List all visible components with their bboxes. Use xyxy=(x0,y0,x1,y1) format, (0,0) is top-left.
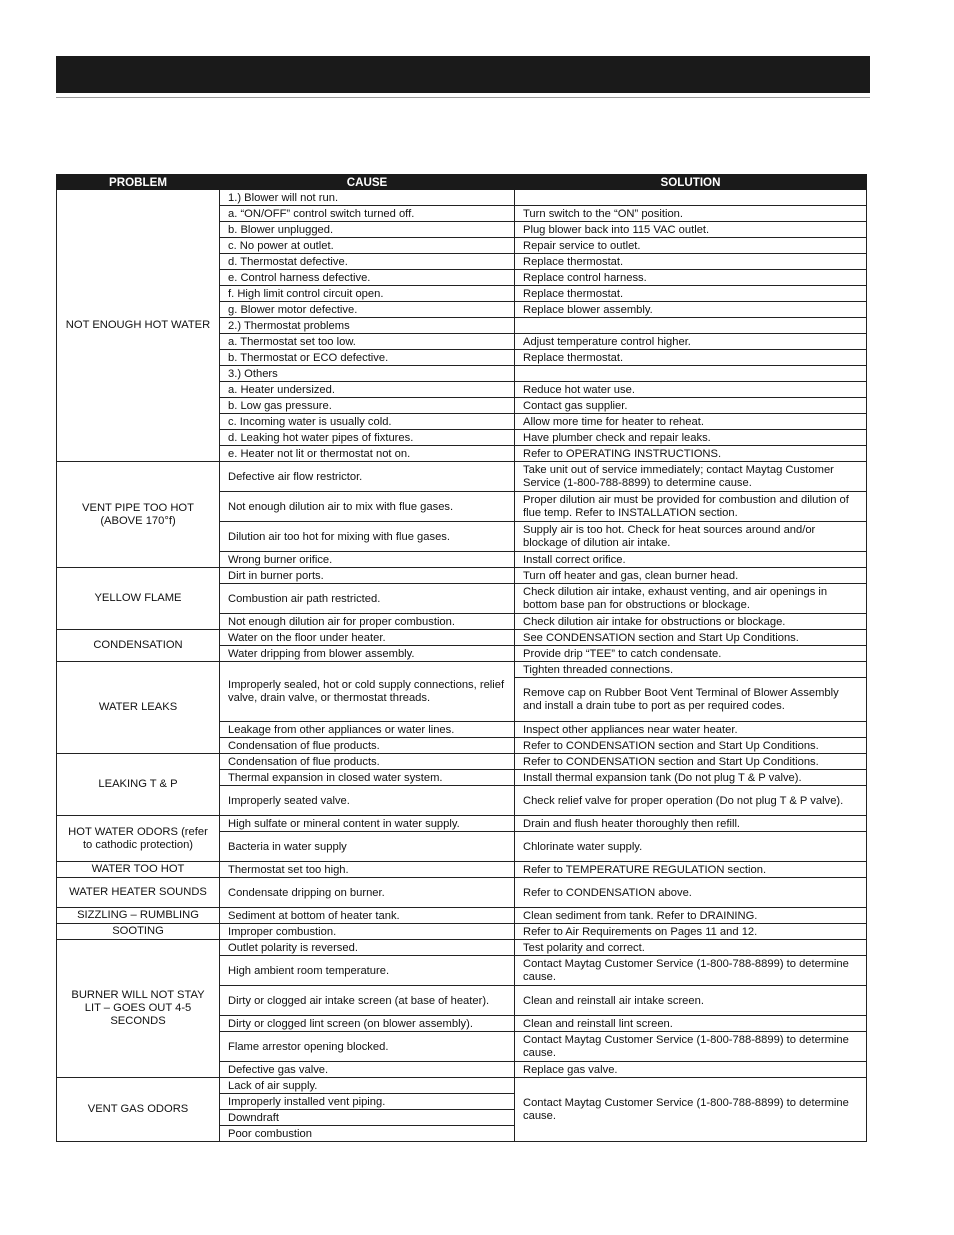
solution-cell: Allow more time for heater to reheat. xyxy=(515,414,867,430)
cause-cell: Improper combustion. xyxy=(220,924,515,940)
solution-cell: Supply air is too hot. Check for heat sources around and/or blockage of dilution air intake. xyxy=(515,522,867,552)
cause-cell: Condensation of flue products. xyxy=(220,738,515,754)
solution-cell: Provide drip “TEE” to catch condensate. xyxy=(515,646,867,662)
table-row xyxy=(57,662,867,678)
solution-cell: Refer to CONDENSATION above. xyxy=(515,878,867,908)
cause-cell: a. “ON/OFF” control switch turned off. xyxy=(220,206,515,222)
cause-cell: Leakage from other appliances or water lines. xyxy=(220,722,515,738)
problem-cell: WATER TOO HOT xyxy=(57,862,220,878)
problem-cell: BURNER WILL NOT STAY LIT – GOES OUT 4-5 SECONDS xyxy=(57,940,220,1078)
header-divider xyxy=(56,97,870,98)
problem-cell: LEAKING T & P xyxy=(57,754,220,816)
cause-cell: Defective gas valve. xyxy=(220,1062,515,1078)
solution-cell: Drain and flush heater thoroughly then refill. xyxy=(515,816,867,832)
cause-cell: Thermostat set too high. xyxy=(220,862,515,878)
problem-cell: VENT GAS ODORS xyxy=(57,1078,220,1142)
cause-cell: High ambient room temperature. xyxy=(220,956,515,986)
solution-cell xyxy=(515,318,867,334)
cause-cell: c. Incoming water is usually cold. xyxy=(220,414,515,430)
solution-cell: Check relief valve for proper operation (Do not plug T & P valve). xyxy=(515,786,867,816)
solution-cell: Contact Maytag Customer Service (1-800-788-8899) to determine cause. xyxy=(515,1078,867,1142)
solution-cell: Test polarity and correct. xyxy=(515,940,867,956)
problem-cell: WATER HEATER SOUNDS xyxy=(57,878,220,908)
solution-cell: Contact Maytag Customer Service (1-800-788-8899) to determine cause. xyxy=(515,956,867,986)
cause-cell: e. Control harness defective. xyxy=(220,270,515,286)
solution-cell: Replace control harness. xyxy=(515,270,867,286)
solution-cell: Install thermal expansion tank (Do not plug T & P valve). xyxy=(515,770,867,786)
problem-cell: SOOTING xyxy=(57,924,220,940)
cause-cell: g. Blower motor defective. xyxy=(220,302,515,318)
cause-cell: Outlet polarity is reversed. xyxy=(220,940,515,956)
solution-cell: Adjust temperature control higher. xyxy=(515,334,867,350)
cause-cell: Thermal expansion in closed water system. xyxy=(220,770,515,786)
table-row xyxy=(57,462,867,492)
table-row xyxy=(57,862,867,878)
table-row xyxy=(57,630,867,646)
table-row xyxy=(57,878,867,908)
solution-cell: Turn off heater and gas, clean burner head. xyxy=(515,568,867,584)
cause-cell: Defective air flow restrictor. xyxy=(220,462,515,492)
problem-cell: HOT WATER ODORS (refer to cathodic protection) xyxy=(57,816,220,862)
cause-cell: 1.) Blower will not run. xyxy=(220,190,515,206)
solution-cell: Replace thermostat. xyxy=(515,350,867,366)
solution-cell: Replace gas valve. xyxy=(515,1062,867,1078)
cause-cell: Dirty or clogged air intake screen (at base of heater). xyxy=(220,986,515,1016)
cause-cell: Poor combustion xyxy=(220,1126,515,1142)
solution-cell: Refer to CONDENSATION section and Start Up Conditions. xyxy=(515,754,867,770)
solution-cell: Clean and reinstall air intake screen. xyxy=(515,986,867,1016)
solution-cell xyxy=(515,190,867,206)
table-row xyxy=(57,190,867,206)
problem-cell: NOT ENOUGH HOT WATER xyxy=(57,190,220,462)
solution-cell: Repair service to outlet. xyxy=(515,238,867,254)
cause-cell: c. No power at outlet. xyxy=(220,238,515,254)
cause-cell: d. Thermostat defective. xyxy=(220,254,515,270)
problem-cell: SIZZLING – RUMBLING xyxy=(57,908,220,924)
cause-cell: 2.) Thermostat problems xyxy=(220,318,515,334)
cause-cell: Condensate dripping on burner. xyxy=(220,878,515,908)
cause-cell: Dilution air too hot for mixing with flue gases. xyxy=(220,522,515,552)
table-row xyxy=(57,908,867,924)
solution-cell: Contact Maytag Customer Service (1-800-788-8899) to determine cause. xyxy=(515,1032,867,1062)
cause-cell: Downdraft xyxy=(220,1110,515,1126)
solution-cell: Replace blower assembly. xyxy=(515,302,867,318)
solution-cell: Replace thermostat. xyxy=(515,254,867,270)
cause-cell: Sediment at bottom of heater tank. xyxy=(220,908,515,924)
cause-cell: Not enough dilution air for proper combustion. xyxy=(220,614,515,630)
solution-cell: Inspect other appliances near water heater. xyxy=(515,722,867,738)
solution-cell: Refer to TEMPERATURE REGULATION section. xyxy=(515,862,867,878)
solution-cell: Proper dilution air must be provided for combustion and dilution of flue temp. Refer to INSTALLATION section. xyxy=(515,492,867,522)
solution-cell: Refer to OPERATING INSTRUCTIONS. xyxy=(515,446,867,462)
cause-cell: Not enough dilution air to mix with flue gases. xyxy=(220,492,515,522)
solution-cell: Have plumber check and repair leaks. xyxy=(515,430,867,446)
cause-cell: 3.) Others xyxy=(220,366,515,382)
solution-cell: Refer to Air Requirements on Pages 11 and 12. xyxy=(515,924,867,940)
cause-cell: b. Low gas pressure. xyxy=(220,398,515,414)
table-row xyxy=(57,568,867,584)
cause-cell: d. Leaking hot water pipes of fixtures. xyxy=(220,430,515,446)
solution-cell: Clean sediment from tank. Refer to DRAINING. xyxy=(515,908,867,924)
problem-cell: CONDENSATION xyxy=(57,630,220,662)
cause-cell: Flame arrestor opening blocked. xyxy=(220,1032,515,1062)
table-header-row xyxy=(57,175,867,190)
cause-cell: High sulfate or mineral content in water supply. xyxy=(220,816,515,832)
table-row xyxy=(57,940,867,956)
cause-cell: Wrong burner orifice. xyxy=(220,552,515,568)
cause-cell: Water on the floor under heater. xyxy=(220,630,515,646)
problem-cell: WATER LEAKS xyxy=(57,662,220,754)
cause-cell: a. Heater undersized. xyxy=(220,382,515,398)
cause-cell: Lack of air supply. xyxy=(220,1078,515,1094)
problem-cell: VENT PIPE TOO HOT (ABOVE 170°f) xyxy=(57,462,220,568)
table-row xyxy=(57,1078,867,1094)
cause-cell: Dirty or clogged lint screen (on blower assembly). xyxy=(220,1016,515,1032)
cause-cell: Improperly sealed, hot or cold supply connections, relief valve, drain valve, or thermostat threads. xyxy=(220,662,515,722)
solution-cell: Tighten threaded connections. xyxy=(515,662,867,678)
cause-cell: Bacteria in water supply xyxy=(220,832,515,862)
problem-cell: YELLOW FLAME xyxy=(57,568,220,630)
solution-cell: Turn switch to the “ON” position. xyxy=(515,206,867,222)
solution-cell: Clean and reinstall lint screen. xyxy=(515,1016,867,1032)
cause-cell: Improperly installed vent piping. xyxy=(220,1094,515,1110)
solution-cell: Plug blower back into 115 VAC outlet. xyxy=(515,222,867,238)
solution-cell xyxy=(515,366,867,382)
table-row xyxy=(57,754,867,770)
cause-cell: Improperly seated valve. xyxy=(220,786,515,816)
cause-cell: b. Blower unplugged. xyxy=(220,222,515,238)
cause-cell: e. Heater not lit or thermostat not on. xyxy=(220,446,515,462)
cause-cell: a. Thermostat set too low. xyxy=(220,334,515,350)
solution-cell: See CONDENSATION section and Start Up Conditions. xyxy=(515,630,867,646)
solution-cell: Take unit out of service immediately; contact Maytag Customer Service (1-800-788-8899) to determine cause. xyxy=(515,462,867,492)
cause-cell: Water dripping from blower assembly. xyxy=(220,646,515,662)
troubleshooting-table xyxy=(56,174,867,1142)
cause-cell: Dirt in burner ports. xyxy=(220,568,515,584)
solution-cell: Install correct orifice. xyxy=(515,552,867,568)
solution-cell: Replace thermostat. xyxy=(515,286,867,302)
solution-cell: Chlorinate water supply. xyxy=(515,832,867,862)
cause-cell: f. High limit control circuit open. xyxy=(220,286,515,302)
solution-cell: Reduce hot water use. xyxy=(515,382,867,398)
solution-cell: Remove cap on Rubber Boot Vent Terminal of Blower Assembly and install a drain tube to port as per required codes. xyxy=(515,678,867,722)
solution-cell: Check dilution air intake for obstructions or blockage. xyxy=(515,614,867,630)
table-row xyxy=(57,816,867,832)
solution-cell: Check dilution air intake, exhaust venting, and air openings in bottom base pan for obstructions or blockage. xyxy=(515,584,867,614)
cause-cell: Condensation of flue products. xyxy=(220,754,515,770)
header-solution: SOLUTION xyxy=(515,175,867,190)
cause-cell: b. Thermostat or ECO defective. xyxy=(220,350,515,366)
header-problem: PROBLEM xyxy=(57,175,220,190)
cause-cell: Combustion air path restricted. xyxy=(220,584,515,614)
table-row xyxy=(57,924,867,940)
solution-cell: Refer to CONDENSATION section and Start Up Conditions. xyxy=(515,738,867,754)
header-cause: CAUSE xyxy=(220,175,515,190)
section-header-bar xyxy=(56,56,870,93)
solution-cell: Contact gas supplier. xyxy=(515,398,867,414)
